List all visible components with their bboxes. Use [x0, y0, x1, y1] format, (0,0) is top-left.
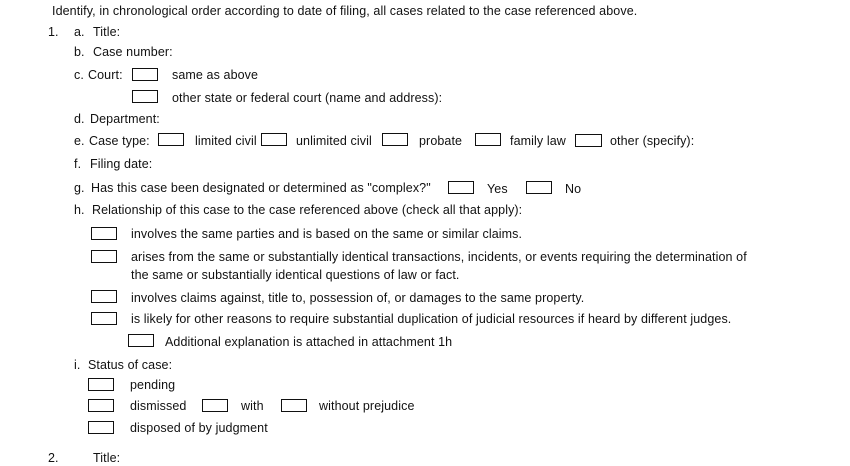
case-type-other-checkbox[interactable]	[575, 134, 602, 147]
status-label: Status of case:	[88, 358, 173, 372]
dismissed-with-checkbox[interactable]	[202, 399, 228, 412]
case-number-label: Case number:	[93, 45, 173, 59]
relationship-label: Relationship of this case to the case referenced above (check all that apply):	[92, 203, 523, 217]
status-dismissed-label: dismissed	[130, 399, 187, 413]
court-same-checkbox[interactable]	[132, 68, 158, 81]
dismissed-with-label: with	[241, 399, 264, 413]
case-type-label: Case type:	[89, 134, 150, 148]
item-1e-letter: e.	[74, 134, 85, 148]
status-disposed-label: disposed of by judgment	[130, 421, 268, 435]
complex-no-checkbox[interactable]	[526, 181, 552, 194]
intro-instruction: Identify, in chronological order according to date of filing, all cases related to the case referenced above.	[52, 4, 638, 18]
relationship-same-transactions-label: arises from the same or substantially identical transactions, incidents, or events requiring the determination of	[131, 250, 747, 264]
additional-explanation-checkbox[interactable]	[128, 334, 154, 347]
status-dismissed-checkbox[interactable]	[88, 399, 114, 412]
status-pending-label: pending	[130, 378, 176, 392]
court-other-label: other state or federal court (name and address):	[172, 91, 443, 105]
case-type-limited-checkbox[interactable]	[158, 133, 184, 146]
complex-question: Has this case been designated or determined as "complex?"	[91, 181, 431, 195]
case-type-unlimited-checkbox[interactable]	[261, 133, 287, 146]
complex-no-label: No	[565, 182, 582, 196]
item-1c-letter: c.	[74, 68, 84, 82]
relationship-same-transactions-checkbox[interactable]	[91, 250, 117, 263]
case-type-unlimited-label: unlimited civil	[296, 134, 372, 148]
relationship-same-parties-checkbox[interactable]	[91, 227, 117, 240]
court-other-checkbox[interactable]	[132, 90, 158, 103]
title-label: Title:	[93, 25, 121, 39]
case-type-other-label: other (specify):	[610, 134, 695, 148]
complex-yes-checkbox[interactable]	[448, 181, 474, 194]
case-type-probate-label: probate	[419, 134, 463, 148]
case-type-family-law-label: family law	[510, 134, 566, 148]
item-2-number: 2.	[48, 451, 59, 465]
item-1g-letter: g.	[74, 181, 85, 195]
item-1a-letter: a.	[74, 25, 85, 39]
item-1i-letter: i.	[74, 358, 81, 372]
status-disposed-checkbox[interactable]	[88, 421, 114, 434]
status-pending-checkbox[interactable]	[88, 378, 114, 391]
filing-date-label: Filing date:	[90, 157, 153, 171]
dismissed-without-label: without prejudice	[319, 399, 415, 413]
case-type-limited-label: limited civil	[195, 134, 257, 148]
item-2-title-label: Title:	[93, 451, 121, 465]
item-1b-letter: b.	[74, 45, 85, 59]
court-label: Court:	[88, 68, 123, 82]
item-1h-letter: h.	[74, 203, 85, 217]
complex-yes-label: Yes	[487, 182, 508, 196]
department-label: Department:	[90, 112, 160, 126]
item-1d-letter: d.	[74, 112, 85, 126]
relationship-same-property-label: involves claims against, title to, possession of, or damages to the same property.	[131, 291, 585, 305]
court-same-label: same as above	[172, 68, 259, 82]
relationship-same-transactions-label-cont: the same or substantially identical questions of law or fact.	[131, 268, 460, 282]
relationship-same-parties-label: involves the same parties and is based on the same or similar claims.	[131, 227, 523, 241]
relationship-same-property-checkbox[interactable]	[91, 290, 117, 303]
additional-explanation-label: Additional explanation is attached in attachment 1h	[165, 335, 453, 349]
item-1-number: 1.	[48, 25, 59, 39]
relationship-duplication-checkbox[interactable]	[91, 312, 117, 325]
relationship-duplication-label: is likely for other reasons to require substantial duplication of judicial resources if heard by different judges.	[131, 312, 732, 326]
case-type-family-law-checkbox[interactable]	[475, 133, 501, 146]
dismissed-without-checkbox[interactable]	[281, 399, 307, 412]
case-type-probate-checkbox[interactable]	[382, 133, 408, 146]
item-1f-letter: f.	[74, 157, 82, 171]
